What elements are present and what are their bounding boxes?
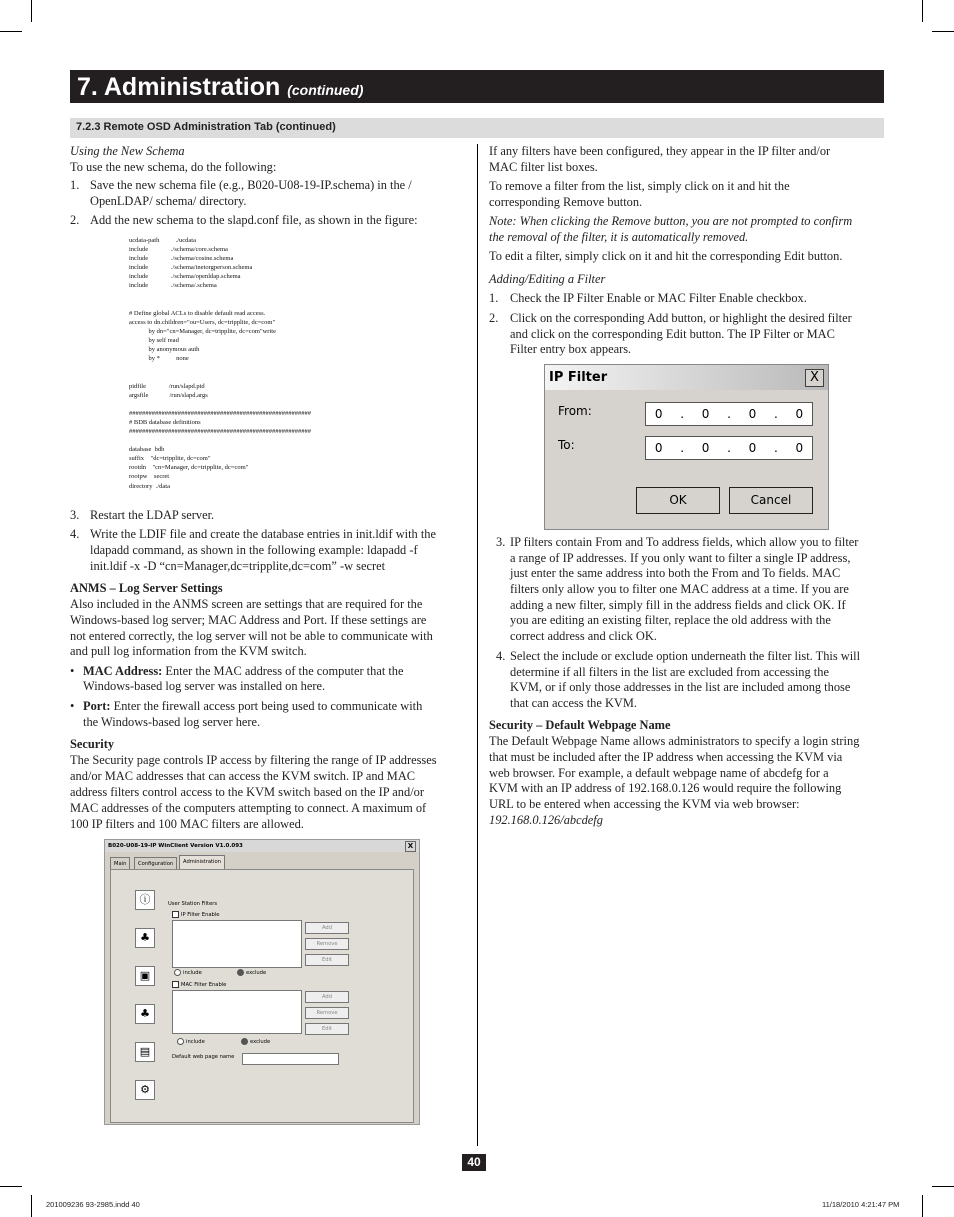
ip-octet: 0 xyxy=(701,407,710,421)
code-line xyxy=(129,300,362,309)
code-line: # BDB database definitions xyxy=(129,418,201,426)
bullet-text: Windows-based log server was installed on here. xyxy=(83,679,326,693)
mac-exclude-radio[interactable]: exclude xyxy=(241,1038,270,1045)
step-text: Filter entry box appears. xyxy=(510,342,632,356)
step-number: 2. xyxy=(489,311,499,325)
bullet-text: MAC Address: Enter the MAC address of the computer that the xyxy=(83,664,404,678)
ip-filter-list[interactable] xyxy=(172,920,302,968)
step-text: and click on the corresponding Edit button. The IP Filter or MAC xyxy=(510,327,835,341)
code-line: access to dn.children="ou=Users, dc=tripplite, dc=com" xyxy=(129,318,276,326)
default-webpage-line: KVM with an IP address of 192.168.0.126 would require the following xyxy=(489,781,842,795)
ip-remove-button[interactable]: Remove xyxy=(305,938,349,950)
step-number: 4. xyxy=(496,649,506,663)
step-text: Save the new schema file (e.g., B020-U08-19-IP.schema) in the / xyxy=(90,178,412,192)
mac-filter-list[interactable] xyxy=(172,990,302,1034)
using-schema-intro: To use the new schema, do the following: xyxy=(70,160,277,174)
security-paragraph-line: and/or MAC addresses that can access the KVM switch. IP and MAC xyxy=(70,769,416,783)
right-paragraph-line: To remove a filter from the list, simply click on it and hit the xyxy=(489,179,790,193)
code-line: by anonymous auth xyxy=(129,346,200,354)
code-line: include ./schema/openldap.schema xyxy=(129,273,241,281)
right-paragraph-line: If any filters have been configured, they appear in the IP filter and/or xyxy=(489,144,831,158)
security-paragraph-line: 100 IP filters and 100 MAC filters are allowed. xyxy=(70,817,304,831)
anms-paragraph-line: not entered correctly, the log server will not be able to communicate with xyxy=(70,629,433,643)
ip-edit-button[interactable]: Edit xyxy=(305,954,349,966)
code-line xyxy=(129,291,362,300)
code-line: include ./schema/core.schema xyxy=(129,246,228,254)
mac-edit-button[interactable]: Edit xyxy=(305,1023,349,1035)
from-ip-input[interactable]: 0 . 0 . 0 . 0 xyxy=(645,402,813,426)
step-text: Restart the LDAP server. xyxy=(90,508,215,522)
right-paragraph-line: corresponding Remove button. xyxy=(489,195,643,209)
slapd-config-figure xyxy=(129,236,362,500)
footer-timestamp: 11/18/2010 4:21:47 PM xyxy=(822,1200,900,1209)
radio-icon xyxy=(174,969,181,976)
step-number: 1. xyxy=(489,291,499,305)
code-line: rootdn "cn=Manager, dc=tripplite, dc=com" xyxy=(129,464,249,472)
code-line: by dn="cn=Manager, dc=tripplite, dc=com"write xyxy=(129,327,276,335)
step-text: Add the new schema to the slapd.conf file, as shown in the figure: xyxy=(90,213,418,227)
code-line: suffix "dc=tripplite, dc=com" xyxy=(129,455,211,463)
crop-mark xyxy=(0,1186,22,1187)
security-paragraph-line: The Security page controls IP access by filtering the range of IP addresses xyxy=(70,753,437,767)
step-text: determine if all filters in the list are excluded from accessing the xyxy=(510,665,829,679)
ip-exclude-radio[interactable]: exclude xyxy=(237,969,266,976)
users-icon[interactable]: ♣ xyxy=(135,928,155,948)
adding-heading: Adding/Editing a Filter xyxy=(489,272,606,286)
dialog-title-bar xyxy=(545,365,828,390)
settings-gear-icon[interactable]: ⚙ xyxy=(135,1080,155,1100)
anms-paragraph-line: Also included in the ANMS screen are settings that are required for the xyxy=(70,597,423,611)
crop-mark xyxy=(922,1195,923,1217)
code-line: by * none xyxy=(129,355,189,363)
ip-octet: 0 xyxy=(795,441,804,455)
code-line: pidfile /run/slapd.pid xyxy=(129,382,205,390)
code-line: database bdb xyxy=(129,446,165,454)
right-paragraph-line: To edit a filter, simply click on it and hit the corresponding Edit button. xyxy=(489,249,843,263)
step-text: KVM, or if only those addresses in the list are included among those xyxy=(510,680,851,694)
step-text: Write the LDIF file and create the database entries in init.ldif with the xyxy=(90,527,436,541)
right-paragraph-line: MAC filter list boxes. xyxy=(489,160,598,174)
radio-icon xyxy=(241,1038,248,1045)
ip-octet: 0 xyxy=(748,407,757,421)
code-line: ######################################################## xyxy=(129,427,311,435)
ip-octet: 0 xyxy=(701,441,710,455)
close-icon[interactable]: X xyxy=(805,369,824,387)
section-header xyxy=(70,70,884,103)
code-line: ######################################################## xyxy=(129,409,311,417)
ip-octet: 0 xyxy=(654,441,663,455)
radio-icon xyxy=(177,1038,184,1045)
mac-add-button[interactable]: Add xyxy=(305,991,349,1003)
step-text: filters only allow you to filter one MAC address at a time. If you are xyxy=(510,582,849,596)
bullet-dot: • xyxy=(70,699,75,713)
code-line: include ./schema/.schema xyxy=(129,282,217,290)
step-text: correct address and click OK. xyxy=(510,629,657,643)
code-line: argsfile /run/slapd.args xyxy=(129,391,208,399)
step-text: just enter the same address into both the From and To fields. MAC xyxy=(510,566,841,580)
step-text: OpenLDAP/ schema/ directory. xyxy=(90,194,247,208)
ok-button[interactable]: OK xyxy=(636,487,720,514)
mac-remove-button[interactable]: Remove xyxy=(305,1007,349,1019)
to-label: To: xyxy=(558,438,575,452)
code-line: by self read xyxy=(129,337,179,345)
checkbox-icon xyxy=(172,981,179,988)
step-number: 4. xyxy=(70,527,80,541)
filters-group-title: User Station Filters xyxy=(168,901,218,907)
example-url: 192.168.0.126/abcdefg xyxy=(489,813,603,827)
tab-main[interactable]: Main xyxy=(110,857,130,871)
using-schema-heading: Using the New Schema xyxy=(70,144,185,158)
cancel-button[interactable]: Cancel xyxy=(729,487,813,514)
anms-paragraph-line: Windows-based log server; MAC Address and Port. If these settings are xyxy=(70,613,427,627)
code-line xyxy=(129,436,362,445)
remove-note-line: Note: When clicking the Remove button, you are not prompted to confirm xyxy=(489,214,853,228)
default-webpage-line: URL to be entered when accessing the KVM via web browser: xyxy=(489,797,800,811)
step-number: 2. xyxy=(70,213,80,227)
step-number: 1. xyxy=(70,178,80,192)
ip-octet: 0 xyxy=(748,441,757,455)
security-paragraph-line: MAC addresses of the computers attempting to connect. A maximum of xyxy=(70,801,427,815)
security-lock-icon[interactable]: ▤ xyxy=(135,1042,155,1062)
code-line xyxy=(129,363,362,372)
anms-paragraph-line: and pull log information from the KVM switch. xyxy=(70,644,307,658)
step-text: a range of IP addresses. If you only want to filter a single IP address, xyxy=(510,551,851,565)
footer-file-info: 201009236 93-2985.indd 40 xyxy=(46,1200,140,1209)
tab-administration[interactable]: Administration xyxy=(179,855,225,871)
code-line: directory ./data xyxy=(129,482,170,490)
mac-include-radio[interactable]: include xyxy=(177,1038,205,1045)
step-text: adding a new filter, simply fill in the address fields and click OK. If xyxy=(510,598,846,612)
info-icon[interactable]: ⓘ xyxy=(135,890,155,910)
ip-octet: 0 xyxy=(795,407,804,421)
default-webpage-heading: Security – Default Webpage Name xyxy=(489,718,671,732)
crop-mark xyxy=(932,1186,954,1187)
window-title-bar: B020-U08-19-IP WinClient Version V1.0.093 X xyxy=(105,840,419,852)
step-number: 3. xyxy=(70,508,80,522)
tab-configuration[interactable]: Configuration xyxy=(134,857,177,871)
continued-label: (continued) xyxy=(287,82,364,98)
ip-filter-dialog xyxy=(544,364,829,530)
code-line: rootpw secret xyxy=(129,473,170,481)
step-text: Check the IP Filter Enable or MAC Filter Enable checkbox. xyxy=(510,291,807,305)
bullet-text: the Windows-based log server here. xyxy=(83,715,261,729)
code-line xyxy=(129,372,362,381)
ip-include-radio[interactable]: include xyxy=(174,969,202,976)
security-paragraph-line: address filters control access to the KVM switch based on the IP and/or xyxy=(70,785,424,799)
code-line: include ./schema/inetorgperson.schema xyxy=(129,264,253,272)
winclient-screenshot xyxy=(104,839,420,1125)
ip-add-button[interactable]: Add xyxy=(305,922,349,934)
step-text: that can access the KVM. xyxy=(510,696,637,710)
user-settings-icon[interactable]: ♣ xyxy=(135,1004,155,1024)
security-heading: Security xyxy=(70,737,115,751)
ip-octet: 0 xyxy=(654,407,663,421)
to-ip-input[interactable]: 0 . 0 . 0 . 0 xyxy=(645,436,813,460)
crop-mark xyxy=(932,31,954,32)
mac-filter-enable-checkbox[interactable]: MAC Filter Enable xyxy=(172,981,226,988)
close-icon[interactable]: X xyxy=(405,841,416,852)
default-web-page-label: Default web page name xyxy=(172,1054,235,1060)
default-webpage-line: that must be included after the IP address when accessing the KVM via xyxy=(489,750,843,764)
step-text: ldapadd command, as shown in the following example: ldapadd -f xyxy=(90,543,418,557)
crop-mark xyxy=(922,0,923,22)
checkbox-icon xyxy=(172,911,179,918)
step-text: IP filters contain From and To address fields, which allow you to filter xyxy=(510,535,859,549)
step-text: you are editing an existing filter, replace the old address with the xyxy=(510,613,831,627)
anms-heading: ANMS – Log Server Settings xyxy=(70,581,223,595)
step-number: 3. xyxy=(496,535,506,549)
step-text: init.ldif -x -D “cn=Manager,dc=tripplite,dc=com” -w secret xyxy=(90,559,386,573)
code-line: ucdata-path ./ucdata xyxy=(129,237,196,244)
computers-icon[interactable]: ▣ xyxy=(135,966,155,986)
section-title: 7. Administration (continued) xyxy=(77,73,364,101)
subsection-header: 7.2.3 Remote OSD Administration Tab (continued) xyxy=(70,118,884,138)
bullet-text: Port: Enter the firewall access port being used to communicate with xyxy=(83,699,423,713)
default-webpage-line: web browser. For example, a default webpage name of abcdefg for a xyxy=(489,766,829,780)
administration-panel xyxy=(110,869,414,1123)
code-line xyxy=(129,400,362,409)
code-line: include ./schema/cosine.schema xyxy=(129,255,234,263)
code-line: # Define global ACLs to disable default read access. xyxy=(129,309,266,317)
ip-filter-enable-checkbox[interactable]: IP Filter Enable xyxy=(172,911,219,918)
page-number: 40 xyxy=(462,1154,486,1171)
from-label: From: xyxy=(558,404,592,418)
dialog-title: IP Filter xyxy=(549,370,608,385)
default-web-page-input[interactable] xyxy=(242,1053,339,1065)
default-webpage-line: The Default Webpage Name allows administrators to specify a login string xyxy=(489,734,860,748)
step-text: Click on the corresponding Add button, or highlight the desired filter xyxy=(510,311,852,325)
column-divider xyxy=(477,144,478,1146)
radio-icon xyxy=(237,969,244,976)
step-text: Select the include or exclude option underneath the filter list. This will xyxy=(510,649,861,663)
crop-mark xyxy=(0,31,22,32)
crop-mark xyxy=(31,1195,32,1217)
bullet-dot: • xyxy=(70,664,75,678)
crop-mark xyxy=(31,0,32,22)
remove-note-line: the removal of the filter, it is automatically removed. xyxy=(489,230,749,244)
